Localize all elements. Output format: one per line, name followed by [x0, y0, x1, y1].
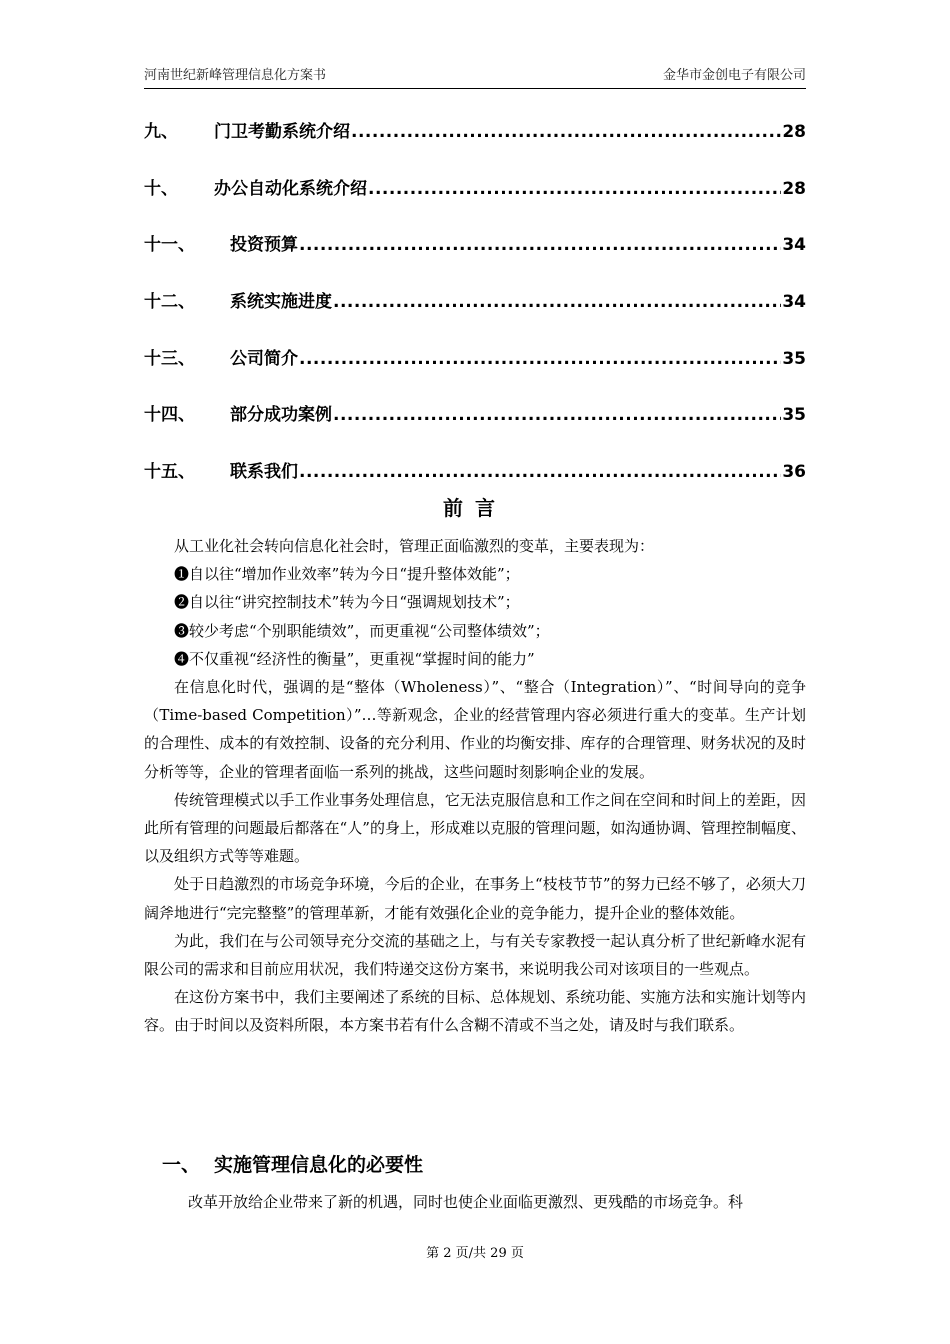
preface-bullet: ❷自以往“讲究控制技术”转为今日“强调规划技术”；	[174, 593, 520, 612]
toc-entry[interactable]	[144, 345, 806, 402]
toc-entry-title: 投资预算	[230, 235, 298, 256]
preface-heading: 前言	[443, 496, 507, 520]
section-number: 一、	[162, 1154, 201, 1176]
section-heading	[162, 1150, 423, 1180]
toc-entry-title: 系统实施进度	[230, 292, 332, 313]
toc-entry-page: 28	[782, 122, 806, 142]
preface-bullet: ❸较少考虑“个别职能绩效”，而更重视“公司整体绩效”；	[174, 621, 550, 640]
toc-dot-leader	[333, 401, 781, 429]
preface-body	[144, 532, 806, 1040]
toc-entry-number: 十、	[144, 178, 178, 199]
toc-entry-title: 部分成功案例	[230, 405, 332, 426]
header-company-name: 金华市金创电子有限公司	[662, 68, 806, 83]
toc-dot-leader	[299, 231, 781, 259]
preface-paragraph: 传统管理模式以手工作业事务处理信息，它无法克服信息和工作之间在空间和时间上的差距，因此所有管理的问题最后都落在“人”的身上，形成难以克服的管理问题，如沟通协调、管理控制幅度、以及组织方式等等难题。	[144, 790, 806, 866]
toc-entry-number: 十二、	[144, 292, 195, 313]
toc-entry-page: 35	[782, 405, 806, 426]
page-footer: 第 2 页/共 29 页	[426, 1246, 524, 1261]
toc-dot-leader	[351, 118, 781, 146]
preface-bullet: ❶自以往“增加作业效率”转为今日“提升整体效能”；	[174, 565, 520, 584]
section-paragraph: 改革开放给企业带来了新的机遇，同时也使企业面临更激烈、更残酷的市场竞争。科	[188, 1193, 744, 1211]
toc-entry-title: 公司简介	[230, 348, 298, 369]
preface-paragraph: 在信息化时代，强调的是“整体（Wholeness）”、“整合（Integration）”、“时间导向的竞争（Time-based Competition）”…等新观念，企业的经营管理内容必须进行重大的变革。生产计划的合理性、成本的有效控制、设备的充分利用、作业的均衡安排、库存的合理管理、财务状况的及时分析等等，企业的管理者面临一系列的挑战，这些问题时刻影响企业的发展。	[144, 678, 806, 781]
preface-paragraph: 为此，我们在与公司领导充分交流的基础之上，与有关专家教授一起认真分析了世纪新峰水泥有限公司的需求和目前应用状况，我们特递交这份方案书，来说明我公司对该项目的一些观点。	[144, 931, 806, 979]
toc-entry-number: 十三、	[144, 348, 195, 369]
toc-entry-number: 十四、	[144, 405, 195, 426]
toc-dot-leader	[299, 345, 781, 373]
preface-paragraph: 处于日趋激烈的市场竞争环境，今后的企业，在事务上“枝枝节节”的努力已经不够了，必须大刀阔斧地进行“完完整整”的管理革新，才能有效强化企业的竞争能力，提升企业的整体效能。	[144, 875, 806, 922]
toc-entry-title: 办公自动化系统介绍	[214, 178, 367, 199]
toc-entry-page: 35	[782, 348, 806, 369]
toc-dot-leader	[333, 288, 781, 316]
toc-entry[interactable]	[144, 401, 806, 458]
preface-paragraph: 从工业化社会转向信息化社会时，管理正面临激烈的变革，主要表现为：	[174, 537, 655, 555]
preface-bullet: ❹不仅重视“经济性的衡量”，更重视“掌握时间的能力”	[174, 649, 535, 668]
header-document-title: 河南世纪新峰管理信息化方案书	[144, 68, 327, 83]
toc-entry[interactable]	[144, 231, 806, 288]
toc-dot-leader	[299, 458, 781, 486]
preface-paragraph: 在这份方案书中，我们主要阐述了系统的目标、总体规划、系统功能、实施方法和实施计划等内容。由于时间以及资料所限，本方案书若有什么含糊不清或不当之处，请及时与我们联系。	[144, 988, 806, 1035]
toc-entry-page: 34	[782, 292, 806, 313]
table-of-contents	[144, 118, 806, 515]
toc-entry-title: 联系我们	[230, 462, 298, 483]
toc-entry-page: 28	[782, 178, 806, 199]
toc-entry-page: 34	[782, 235, 806, 256]
toc-entry-number: 十五、	[144, 462, 195, 483]
toc-entry[interactable]	[144, 288, 806, 345]
toc-entry-title: 门卫考勤系统介绍	[214, 122, 350, 142]
toc-entry[interactable]	[144, 118, 806, 175]
section-title: 实施管理信息化的必要性	[214, 1154, 424, 1176]
toc-entry-number: 十一、	[144, 235, 195, 256]
toc-entry[interactable]	[144, 175, 806, 232]
page-header	[144, 66, 806, 89]
toc-entry-page: 36	[782, 462, 806, 483]
toc-dot-leader	[368, 175, 781, 203]
toc-entry-number: 九、	[144, 122, 178, 142]
